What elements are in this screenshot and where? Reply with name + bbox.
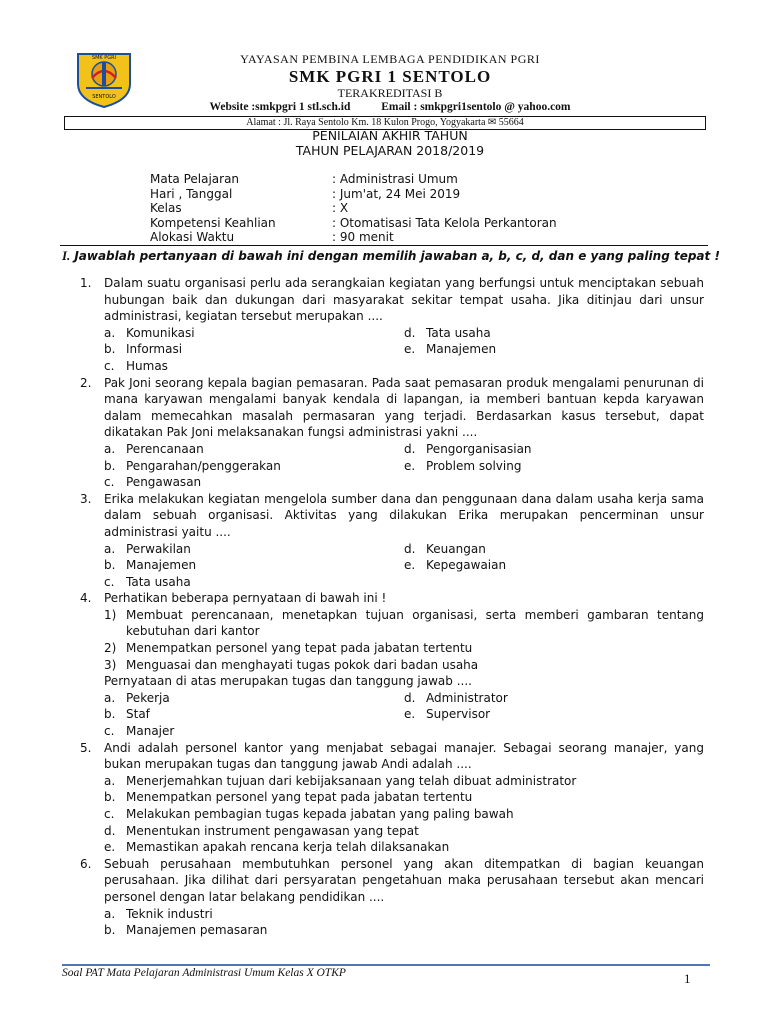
answer-option[interactable]: [104, 441, 404, 458]
option-text: Perwakilan: [126, 541, 191, 556]
option-letter: c.: [104, 724, 115, 739]
school-logo: [72, 50, 136, 110]
answer-option[interactable]: [104, 789, 704, 806]
question-item: [80, 375, 704, 491]
question-item: [80, 275, 704, 375]
option-list: [104, 690, 704, 740]
page-number: 1: [684, 971, 691, 986]
statement-number: 2): [104, 641, 117, 656]
answer-option[interactable]: [104, 723, 404, 740]
footer-divider: [62, 964, 710, 966]
option-list: [104, 773, 704, 856]
statement-text: Menguasai dan menghayati tugas pokok dari badan usaha: [126, 657, 479, 672]
statement-number: 3): [104, 657, 117, 672]
answer-option[interactable]: [104, 806, 704, 823]
option-letter: b.: [104, 342, 116, 357]
answer-option[interactable]: [104, 325, 404, 342]
email-link[interactable]: Email : smkpgri1sentolo @ yahoo.com: [381, 101, 571, 113]
divider: [60, 245, 708, 246]
option-letter: a.: [104, 441, 116, 456]
option-text: Pekerja: [126, 690, 170, 705]
answer-option[interactable]: [404, 706, 704, 723]
option-letter: b.: [104, 923, 116, 938]
question-item: [80, 856, 704, 939]
option-text: Pengorganisasian: [426, 441, 532, 456]
info-label: Hari , Tanggal: [150, 186, 233, 201]
option-text: Perencanaan: [126, 441, 204, 456]
answer-option[interactable]: [104, 839, 704, 856]
info-label: Kompetensi Keahlian: [150, 215, 276, 230]
question-number: 3.: [80, 491, 92, 506]
statement-item: [104, 640, 704, 657]
option-letter: c.: [104, 475, 115, 490]
question-item: [80, 491, 704, 591]
exam-title: PENILAIAN AKHIR TAHUN: [312, 128, 468, 143]
statement-item: [104, 607, 704, 640]
option-text: Informasi: [126, 342, 183, 357]
question-item: [80, 740, 704, 856]
option-letter: e.: [404, 707, 416, 722]
option-text: Keuangan: [426, 541, 486, 556]
option-text: Manajemen: [126, 558, 197, 573]
option-text: Memastikan apakah rencana kerja telah dilaksanakan: [126, 840, 450, 855]
foundation-name: YAYASAN PEMBINA LEMBAGA PENDIDIKAN PGRI: [240, 52, 540, 66]
option-letter: a.: [104, 906, 116, 921]
option-letter: e.: [404, 342, 416, 357]
question-number: 5.: [80, 740, 92, 755]
option-letter: a.: [104, 690, 116, 705]
website-link[interactable]: Website :smkpgri 1 stl.sch.id: [209, 101, 351, 113]
option-letter: c.: [104, 807, 115, 821]
option-text: Menerjemahkan tujuan dari kebijaksanaan yang telah dibuat administrator: [126, 773, 577, 788]
question-number: 1.: [80, 276, 92, 290]
answer-option[interactable]: [404, 557, 704, 574]
question-prompt: Pernyataan di atas merupakan tugas dan tanggung jawab ....: [104, 674, 472, 689]
option-text: Menentukan instrument pengawasan yang tepat: [126, 823, 419, 838]
statement-text: Menempatkan personel yang tepat pada jabatan tertentu: [126, 641, 473, 656]
answer-option[interactable]: [104, 574, 404, 591]
instruction: [62, 248, 720, 264]
question-text: Sebuah perusahaan membutuhkan personel yang akan ditempatkan di bagian keuangan perusahaan. Jika dilihat dari persyaratan pengetahuan maka perusahaan tersebut akan mencari personel dengan latar belakang pendidikan ....: [104, 856, 704, 904]
answer-option[interactable]: [104, 474, 404, 491]
option-text: Manajemen: [426, 342, 497, 357]
option-text: Melakukan pembagian tugas kepada jabatan yang paling bawah: [126, 807, 514, 821]
answer-option[interactable]: [104, 358, 404, 375]
info-label: Alokasi Waktu: [150, 230, 235, 244]
option-list: [104, 325, 704, 375]
info-value: : Otomatisasi Tata Kelola Perkantoran: [332, 216, 557, 230]
option-text: Manajer: [126, 724, 175, 739]
contact-line: [150, 101, 630, 113]
answer-option[interactable]: [104, 341, 404, 358]
option-list: [104, 906, 704, 939]
option-letter: a.: [104, 541, 116, 556]
question-text: Perhatikan beberapa pernyataan di bawah ini !: [104, 591, 387, 606]
option-letter: e.: [404, 558, 416, 573]
option-text: Manajemen pemasaran: [126, 923, 268, 938]
option-text: Administrator: [426, 690, 508, 705]
answer-option[interactable]: [104, 922, 704, 939]
info-value: : Administrasi Umum: [332, 172, 458, 186]
option-letter: c.: [104, 358, 115, 373]
answer-option[interactable]: [104, 773, 704, 790]
question-text: Dalam suatu organisasi perlu ada serangkaian kegiatan yang berfungsi untuk menciptakan sebuah hubungan baik dan dukungan dari masyarakat sekitar tempat usaha. Jika ditinjau dari unsur administrasi, kegiatan tersebut merupakan ....: [104, 276, 704, 324]
option-letter: e.: [404, 458, 416, 473]
question-item: [80, 590, 704, 739]
info-value: : X: [332, 201, 348, 215]
option-letter: d.: [404, 541, 416, 556]
option-text: Pengawasan: [126, 475, 202, 490]
answer-option[interactable]: [104, 823, 704, 840]
answer-option[interactable]: [104, 557, 404, 574]
option-text: Pengarahan/penggerakan: [126, 458, 281, 473]
option-letter: a.: [104, 325, 116, 340]
option-letter: d.: [404, 325, 416, 340]
answer-option[interactable]: [104, 906, 704, 923]
svg-text:SENTOLO: SENTOLO: [92, 94, 116, 100]
option-letter: b.: [104, 458, 116, 473]
section-number: I.: [62, 248, 71, 263]
accreditation: TERAKREDITASI B: [337, 86, 443, 100]
option-letter: b.: [104, 558, 116, 573]
answer-option[interactable]: [404, 541, 704, 558]
option-text: Tata usaha: [426, 325, 491, 340]
answer-option[interactable]: [404, 690, 704, 707]
option-text: Menempatkan personel yang tepat pada jabatan tertentu: [126, 790, 473, 805]
answer-option[interactable]: [104, 458, 404, 475]
info-value: : 90 menit: [332, 230, 394, 244]
exam-info-table: [150, 172, 557, 245]
option-letter: d.: [104, 823, 116, 838]
answer-option[interactable]: [404, 441, 704, 458]
svg-text:SMK PGRI: SMK PGRI: [91, 55, 117, 61]
exam-year: TAHUN PELAJARAN 2018/2019: [295, 143, 485, 158]
option-text: Tata usaha: [126, 574, 191, 589]
question-text: Pak Joni seorang kepala bagian pemasaran. Pada saat pemasaran produk mengalami penurunan di mana karyawan mengalami banyak kendala di lapangan, ia memberi bantuan kepda karyawan dalam memecahkan masalah permasaran yang terjadi. Berdasarkan kasus tersebut, dapat dikatakan Pak Joni melaksanakan fungsi administrasi yakni ....: [104, 375, 704, 440]
info-value: : Jum'at, 24 Mei 2019: [332, 187, 460, 201]
answer-option[interactable]: [404, 458, 704, 475]
info-label: Kelas: [150, 201, 182, 215]
option-text: Teknik industri: [126, 906, 213, 921]
answer-option[interactable]: [104, 541, 404, 558]
statement-item: [104, 657, 704, 674]
instruction-text: Jawablah pertanyaan di bawah ini dengan memilih jawaban a, b, c, d, dan e yang paling tepat !: [74, 249, 720, 263]
statement-number: 1): [104, 607, 117, 622]
question-text: Erika melakukan kegiatan mengelola sumber dana dan penggunaan dana dalam usaha kerja sama dalam sebuah organisasi. Aktivitas yang dilakukan Erika merupakan pencerminan unsur administrasi yaitu ....: [104, 491, 704, 539]
school-name: SMK PGRI 1 SENTOLO: [288, 67, 492, 86]
question-list: [80, 275, 704, 939]
option-letter: a.: [104, 773, 116, 788]
question-number: 2.: [80, 375, 92, 390]
option-text: Komunikasi: [126, 325, 195, 340]
option-letter: b.: [104, 790, 116, 805]
statement-list: [104, 607, 704, 673]
option-text: Staf: [126, 707, 150, 722]
option-letter: e.: [104, 840, 116, 855]
info-label: Mata Pelajaran: [150, 172, 240, 186]
info-row: [150, 172, 557, 187]
footer-text: Soal PAT Mata Pelajaran Administrasi Umum Kelas X OTKP: [62, 967, 346, 979]
option-text: Supervisor: [426, 707, 491, 722]
option-letter: d.: [404, 690, 416, 705]
question-text: Andi adalah personel kantor yang menjabat sebagai manajer. Sebagai seorang manajer, yang bukan merupakan tugas dan tanggung jawab Andi adalah ....: [104, 740, 704, 772]
info-row: [150, 230, 557, 245]
option-text: Kepegawaian: [426, 558, 507, 573]
address-box: Alamat : Jl. Raya Sentolo Km. 18 Kulon Progo, Yogyakarta ✉ 55664: [64, 116, 706, 130]
option-list: [104, 541, 704, 591]
option-text: Humas: [126, 358, 168, 373]
answer-option[interactable]: [104, 690, 404, 707]
option-text: Problem solving: [426, 458, 522, 473]
option-letter: b.: [104, 707, 116, 722]
option-letter: c.: [104, 574, 115, 589]
option-list: [104, 441, 704, 491]
statement-text: Membuat perencanaan, menetapkan tujuan organisasi, serta memberi gambaran tentang kebutuhan dari kantor: [126, 607, 704, 639]
info-row: [150, 216, 557, 231]
answer-option[interactable]: [104, 706, 404, 723]
option-letter: d.: [404, 441, 416, 456]
answer-option[interactable]: [404, 341, 704, 358]
info-row: [150, 187, 557, 202]
question-number: 6.: [80, 856, 92, 871]
answer-option[interactable]: [404, 325, 704, 342]
info-row: [150, 201, 557, 216]
question-number: 4.: [80, 591, 92, 606]
